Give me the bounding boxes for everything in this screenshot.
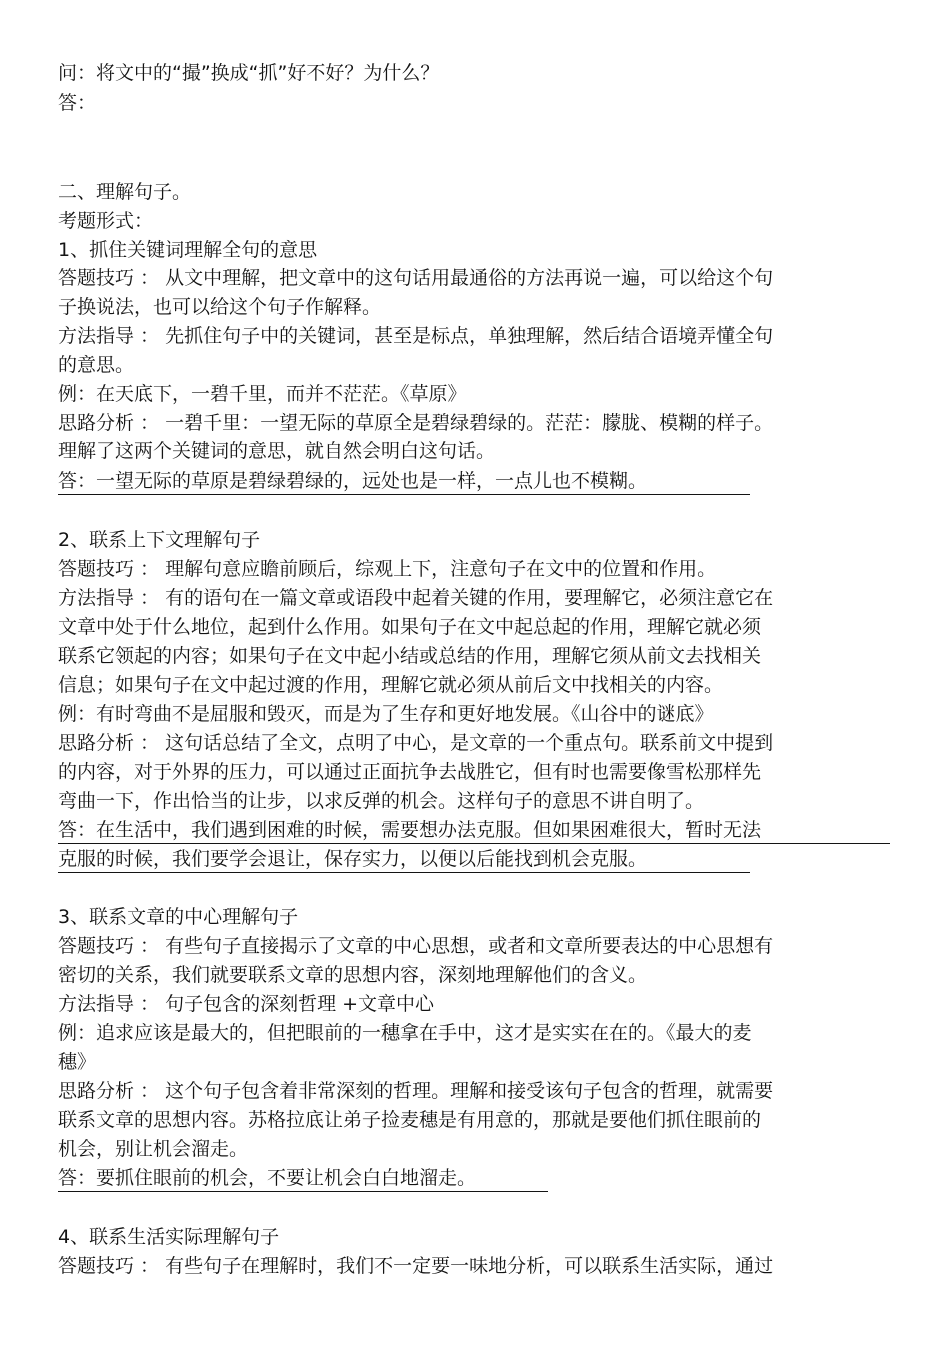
item3-tip-line: 密切的关系，我们就要联系文章的思想内容，深刻地理解他们的含义。 bbox=[58, 964, 648, 986]
item1-title: 1、抓住关键词理解全句的意思 bbox=[58, 239, 318, 261]
item3-analysis-line: 机会，别让机会溜走。 bbox=[58, 1138, 249, 1160]
item1-method-line: 方法指导 ： 先抓住句子中的关键词，甚至是标点，单独理解，然后结合语境弄懂全句 bbox=[58, 325, 774, 347]
item3-answer-text: 答：要抓住眼前的机会，不要让机会白白地溜走。 bbox=[58, 1165, 548, 1192]
item3-example-line: 穗》 bbox=[58, 1051, 97, 1073]
item2-example: 例：有时弯曲不是屈服和毁灭，而是为了生存和更好地发展。《山谷中的谜底》 bbox=[58, 703, 714, 725]
item1-tip-line: 答题技巧 ： 从文中理解，把文章中的这句话用最通俗的方法再说一遍，可以给这个句 bbox=[58, 267, 774, 289]
item3-answer bbox=[58, 1164, 548, 1193]
item2-answer-line bbox=[58, 845, 750, 874]
item3-method-line: 方法指导 ： 句子包含的深刻哲理 +文章中心 bbox=[58, 993, 435, 1015]
item3-analysis-line: 思路分析 ： 这个句子包含着非常深刻的哲理。理解和接受该句子包含的哲理，就需要 bbox=[58, 1080, 774, 1102]
item2-tip-line: 答题技巧 ： 理解句意应瞻前顾后，综观上下，注意句子在文中的位置和作用。 bbox=[58, 558, 717, 580]
item1-example: 例：在天底下，一碧千里，而并不茫茫。《草原》 bbox=[58, 383, 467, 405]
item2-analysis-line: 思路分析 ： 这句话总结了全文，点明了中心，是文章的一个重点句。联系前文中提到 bbox=[58, 732, 774, 754]
item2-method-line: 信息；如果句子在文中起过渡的作用，理解它就必须从前后文中找相关的内容。 bbox=[58, 674, 724, 696]
item1-analysis-line: 理解了这两个关键词的意思，就自然会明白这句话。 bbox=[58, 440, 496, 462]
item1-answer bbox=[58, 467, 750, 496]
item3-example-line: 例：追求应该是最大的，但把眼前的一穗拿在手中，这才是实实在在的。《最大的麦 bbox=[58, 1022, 752, 1044]
question-line: 问：将文中的“撮”换成“抓”好不好？为什么？ bbox=[58, 62, 440, 84]
section-heading: 二、理解句子。 bbox=[58, 181, 192, 203]
item4-title: 4、联系生活实际理解句子 bbox=[58, 1226, 280, 1248]
item2-answer-text: 答：在生活中，我们遇到困难的时候，需要想办法克服。但如果困难很大，暂时无法 bbox=[58, 817, 890, 844]
item3-title: 3、联系文章的中心理解句子 bbox=[58, 906, 299, 928]
item2-analysis-line: 的内容，对于外界的压力，可以通过正面抗争去战胜它，但有时也需要像雪松那样先 bbox=[58, 761, 762, 783]
item1-analysis-line: 思路分析 ： 一碧千里：一望无际的草原全是碧绿碧绿的。茫茫：朦胧、模糊的样子。 bbox=[58, 412, 774, 434]
item2-answer-text: 克服的时候，我们要学会退让，保存实力，以便以后能找到机会克服。 bbox=[58, 846, 750, 873]
item2-method-line: 联系它领起的内容；如果句子在文中起小结或总结的作用，理解它须从前文去找相关 bbox=[58, 645, 762, 667]
item2-method-line: 文章中处于什么地位，起到什么作用。如果句子在文中起总起的作用，理解它就必须 bbox=[58, 616, 762, 638]
answer-label: 答： bbox=[58, 92, 97, 114]
question-form-label: 考题形式： bbox=[58, 210, 154, 232]
item4-tip-line: 答题技巧 ： 有些句子在理解时，我们不一定要一味地分析，可以联系生活实际，通过 bbox=[58, 1255, 774, 1277]
item3-tip-line: 答题技巧 ： 有些句子直接揭示了文章的中心思想，或者和文章所要表达的中心思想有 bbox=[58, 935, 774, 957]
item1-method-line: 的意思。 bbox=[58, 354, 135, 376]
item3-analysis-line: 联系文章的思想内容。苏格拉底让弟子捡麦穗是有用意的，那就是要他们抓住眼前的 bbox=[58, 1109, 762, 1131]
item2-answer-line bbox=[58, 816, 890, 845]
item2-title: 2、联系上下文理解句子 bbox=[58, 529, 261, 551]
item2-method-line: 方法指导 ： 有的语句在一篇文章或语段中起着关键的作用，要理解它，必须注意它在 bbox=[58, 587, 774, 609]
item1-answer-text: 答：一望无际的草原是碧绿碧绿的，远处也是一样，一点儿也不模糊。 bbox=[58, 468, 750, 495]
item2-analysis-line: 弯曲一下，作出恰当的让步，以求反弹的机会。这样句子的意思不讲自明了。 bbox=[58, 790, 705, 812]
item1-tip-line: 子换说法，也可以给这个句子作解释。 bbox=[58, 296, 382, 318]
